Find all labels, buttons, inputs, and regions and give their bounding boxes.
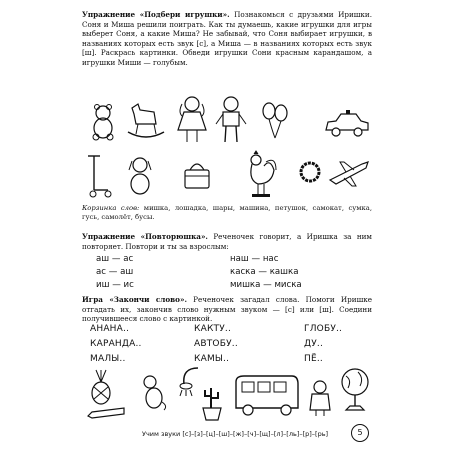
toys-row-1: [82, 96, 372, 144]
syllable-pairs-left: [96, 253, 134, 292]
pencil-icon: [86, 406, 126, 420]
page-number: 5: [351, 424, 369, 442]
scooter-icon: [86, 154, 112, 198]
word-item: КАМЫ..: [194, 354, 230, 364]
syllable-pairs-right: [230, 253, 302, 292]
word-item: АВТОБУ..: [194, 339, 238, 349]
toys-row-2: [82, 150, 372, 200]
bus-icon: [232, 374, 300, 418]
exercise-3-body: Реченочек загадал слова. Помоги Иришке отгадать их, закончив слово нужным звуком — [с] или [ш]. Соедини получившееся слово с картинкой.: [82, 295, 372, 324]
police-car-icon: [324, 110, 370, 138]
word-column-3: [304, 322, 342, 367]
handbag-icon: [182, 158, 212, 192]
pineapple-icon: [86, 370, 116, 404]
balloons-icon: [260, 102, 290, 140]
word-column-1: [90, 322, 142, 367]
boy-misha-icon: [214, 96, 248, 144]
exercise-1-hint: [82, 204, 372, 222]
pair-row: мишка — миска: [230, 280, 302, 290]
word-item: ДУ..: [304, 339, 324, 349]
mouse-toy-icon: [140, 372, 168, 410]
pair-row: каска — кашка: [230, 267, 299, 277]
exercise-3-title: Игра «Закончи слово».: [82, 295, 187, 304]
word-item: ПЁ..: [304, 354, 323, 364]
word-item: ГЛОБУ..: [304, 324, 343, 334]
exercise-1-title: Упражнение «Подбери игрушки».: [82, 10, 230, 19]
exercise-1-text: [82, 10, 372, 68]
pair-row: ас — аш: [96, 267, 134, 277]
word-item: КАКТУ..: [194, 324, 232, 334]
word-item: КАРАНДА..: [90, 339, 142, 349]
pair-row: иш — ис: [96, 280, 134, 290]
exercise-2-body: Реченочек говорит, а Иришка за ним повторяет. Повтори и ты за взрослым:: [82, 232, 372, 251]
page-footer: Учим звуки [с]–[з]–[ц]–[ш]–[ж]–[ч]–[щ]–[л]–[ль]–[р]–[рь]: [142, 430, 329, 438]
exercise-2-text: [82, 232, 372, 251]
word-column-2: [194, 322, 238, 367]
word-item: АНАНА..: [90, 324, 130, 334]
rooster-icon: [244, 150, 278, 198]
hint-label: Корзинка слов:: [82, 204, 140, 212]
teddy-bear-icon: [88, 104, 118, 140]
rocking-horse-icon: [126, 102, 166, 140]
globe-icon: [338, 366, 372, 418]
exercise-2-title: Упражнение «Повторюшка».: [82, 232, 208, 241]
airplane-icon: [328, 158, 372, 188]
child-toy-icon: [306, 378, 334, 416]
pair-row: аш — ас: [96, 254, 134, 264]
cactus-icon: [200, 384, 226, 422]
exercise-1-body: Познакомься с друзьями Иришки. Соня и Миша решили поиграть. Как ты думаешь, какие игрушки для игры выберет Соня, а какие Миша? Не забывай, что Соня выбирает игрушки, в названиях которых есть звук [с], а Миша — в названиях которых есть звук [ш]. Раскрась картинки. Обведи игрушки Сони красным карандашом, а игрушки Миши — голубым.: [82, 10, 372, 67]
workbook-page: [82, 10, 372, 442]
word-item: МАЛЫ..: [90, 354, 126, 364]
girl-sonya-icon: [174, 96, 210, 144]
exercise-3-text: [82, 295, 372, 324]
hint-words: мишка, лошадка, шары, машина, петушок, самокат, сумка, гусь, самолёт, бусы.: [82, 204, 373, 221]
answer-pictures: [82, 366, 372, 426]
pair-row: наш — нас: [230, 254, 279, 264]
beads-icon: [298, 160, 322, 184]
dog-toy-icon: [126, 156, 154, 196]
